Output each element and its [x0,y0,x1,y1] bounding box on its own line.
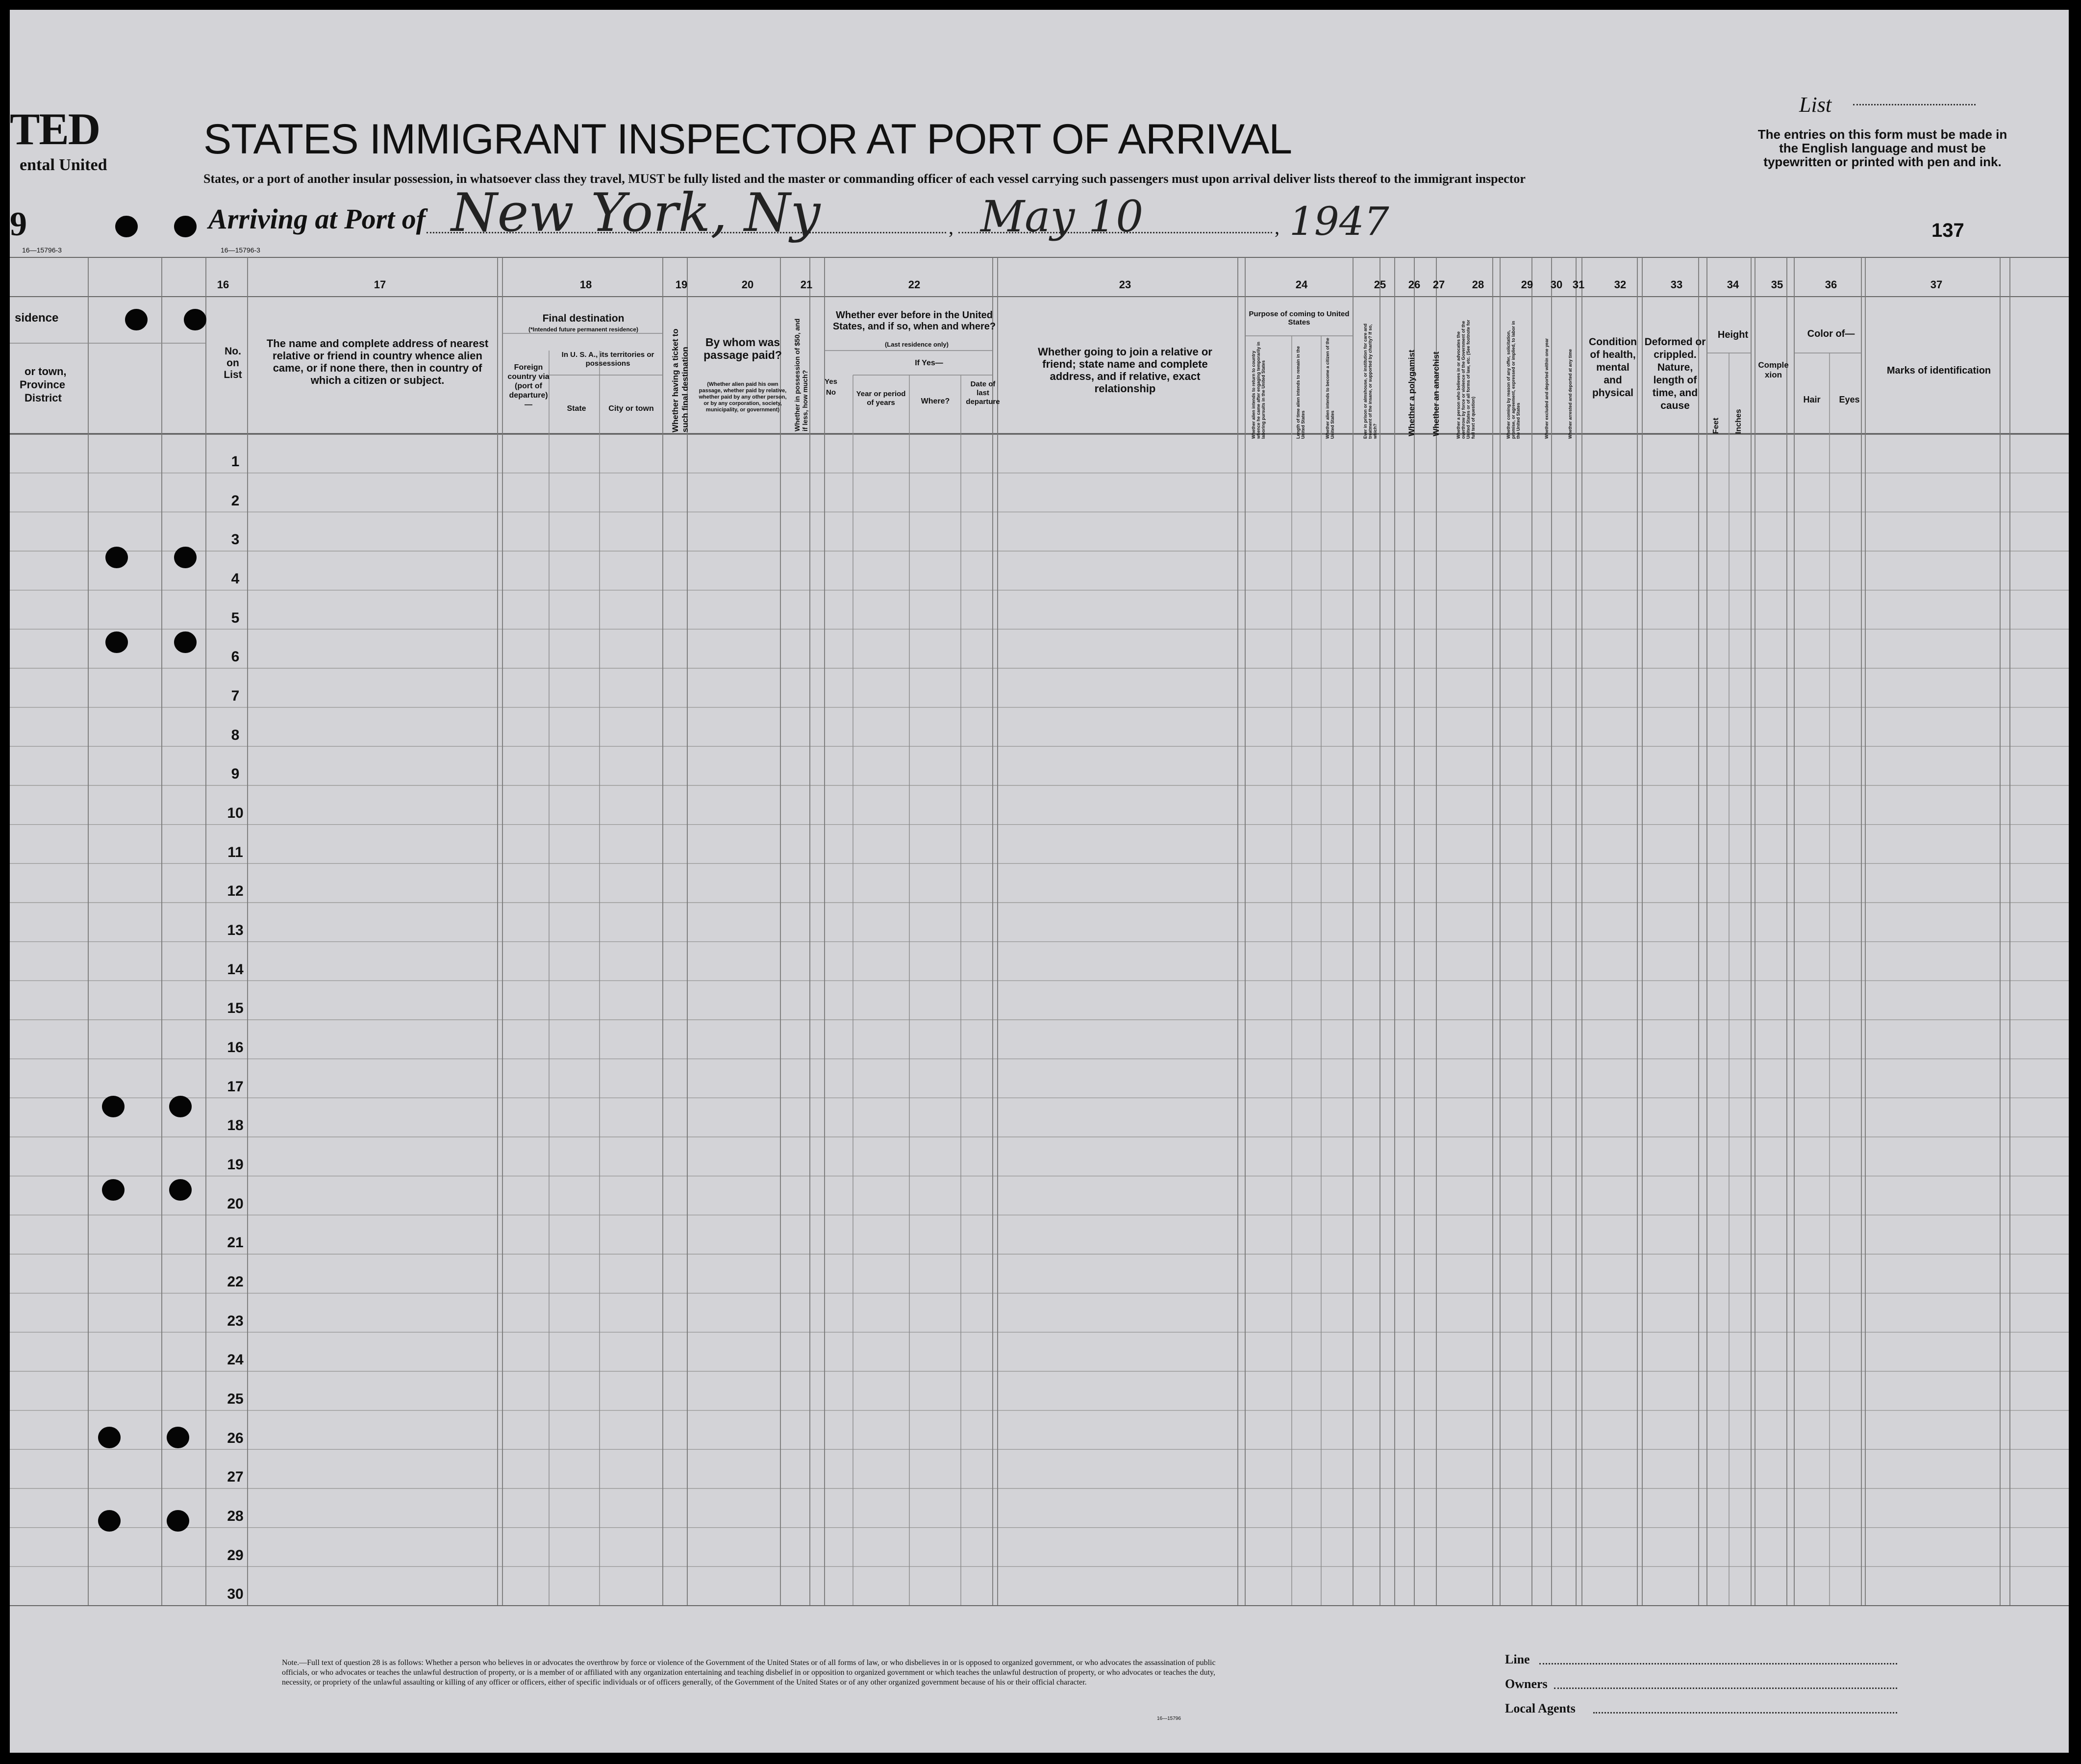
row-number: 13 [227,922,244,938]
list-label: List [1799,93,1832,117]
agents-label: Local Agents [1505,1701,1576,1715]
list-line [1853,104,1976,105]
colnum-23: 23 [1119,278,1131,291]
punch-hole [102,1096,125,1117]
header-deformed: Deformed or crippled. Nature, length of time, and cause [1644,336,1706,411]
province-label: Province [20,378,65,391]
row-number: 21 [227,1235,244,1251]
town-label: or town, [25,365,67,378]
header-last-residence: (Last residence only) [884,341,949,348]
punch-hole [174,216,197,237]
footer-note-code: 16—15796 [1157,1716,1181,1721]
header-purpose-return: Whether alien intends to return to country whence he came after engaging temporarily in laboring pursuits in the United States [1251,341,1266,439]
colnum-30: 30 [1550,278,1563,291]
colnum-37: 37 [1930,278,1943,291]
header-arrested: Whether arrested and deported at any time [1568,349,1573,439]
colnum-34: 34 [1727,278,1739,291]
row-number: 22 [227,1274,244,1290]
year-value: 1947 [1289,199,1389,244]
row-number: 6 [231,649,240,665]
colnum-20: 20 [741,278,754,291]
row-number: 9 [231,766,240,782]
arriving-label: Arriving at Port of [208,203,426,235]
header-nearest-relative: The name and complete address of nearest relative or friend in country whence alien came, or if none there, then in country of which a citizen or subject. [266,337,489,386]
residence-label: sidence [15,311,59,325]
footer-note-text: Note.—Full text of question 28 is as follows: Whether a person who believes in or advocates the overthrow by force or violence of the Government of the United States or of all forms of law, or who disbelieves in or is opposed to organized government, or who advocates the assassination of public officials, or who advocates or teaches the unlawful destruction of property, or is a member of or affiliated with any organization entertaining and teaching disbelief in or opposition to organized government or which teaches the unlawful destruction of property, or who advocates or teaches the duty, necessity, or propriety of the unlawful assaulting or killing of any officer or officers, either of specific individuals or of officers generally, of the Government of the United States or of any other organized government because of his or their official character. [282,1659,1216,1687]
colnum-22: 22 [908,278,921,291]
punch-hole [174,547,197,568]
row-number: 23 [227,1312,244,1329]
line-field [1539,1663,1897,1664]
header-purpose-length: Length of time alien intends to remain in the United States [1296,346,1305,439]
header-feet: Feet [1712,418,1720,434]
date-value: May 10 [980,191,1144,242]
colnum-19: 19 [675,278,688,291]
row-number: 15 [227,1000,244,1017]
header-prison: Ever in prison or almshouse, or institution for care and treatment of the insane, or supported by charity? If so, which? [1363,323,1378,439]
colnum-27: 27 [1432,278,1445,291]
owners-field [1554,1688,1897,1689]
punch-hole [169,1179,192,1201]
header-in-usa: In U. S. A., its territories or possessions [561,351,654,368]
colnum-35: 35 [1771,278,1783,291]
row-number: 4 [231,571,240,587]
district-label: District [25,392,62,404]
row-number: 17 [227,1078,244,1095]
header-complexion: Complexion [1758,360,1789,379]
row-number: 5 [231,609,240,626]
header-purpose-citizen: Whether alien intends to become a citizen of the United States [1325,337,1335,439]
punch-hole [125,309,148,330]
punch-hole [167,1510,189,1532]
footer-note [282,1658,1218,1688]
header-ever-before: Whether ever before in the United States, and if so, when and where? [832,310,996,332]
row-number: 14 [227,961,244,978]
header-anarchist: Whether an anarchist [1431,352,1441,436]
row-number: 29 [227,1547,244,1563]
header-marks: Marks of identification [1886,365,1991,376]
header-excluded: Whether excluded and deported within one year [1544,338,1549,439]
row-number: 2 [231,492,240,509]
punch-hole [167,1427,189,1448]
row-number: 3 [231,531,240,548]
row-number: 1 [231,454,240,470]
header-city: City or town [608,404,654,413]
header-no-on-list: No. on List [224,346,242,380]
agents-field [1593,1712,1897,1714]
page-title: STATES IMMIGRANT INSPECTOR AT PORT OF ARRIVAL [203,116,1292,163]
port-value: New York, Ny [451,182,821,244]
row-number: 25 [227,1391,244,1407]
line-label: Line [1505,1652,1530,1666]
header-final-destination-note: (*Intended future permanent residence) [528,326,639,333]
header-passage-paid: By whom was passage paid? [703,336,782,361]
year-comma: , [1275,216,1279,238]
header-passage-note: (Whether alien paid his own passage, whether paid by relative, whether paid by any other person, or by any corporation, society, municipality, or government) [699,381,787,413]
colnum-31: 31 [1572,278,1585,291]
punch-hole [105,631,128,653]
colnum-36: 36 [1825,278,1837,291]
header-foreign-country: Foreign country via (port of departure)— [507,363,550,409]
header-labor-offer: Whether coming by reason of any offer, solicitation, promise, or agreement, expressed or implied, to labor in the United States [1506,321,1521,439]
ruled-grid [10,10,2069,1753]
row-number: 8 [231,727,240,743]
header-ticket: Whether having a ticket to such final destination [671,328,690,432]
colnum-18: 18 [579,278,592,291]
colnum-21: 21 [800,278,813,291]
header-fifty-dollars: Whether in possession of $50, and if less, how much? [793,318,809,431]
header-health: Condition of health, mental and physical [1589,336,1637,399]
row-number: 28 [227,1508,244,1524]
colnum-25: 25 [1374,278,1386,291]
header-year-period: Year or period of years [856,390,906,407]
row-number: 16 [227,1039,244,1056]
header-hair: Hair [1803,395,1821,404]
punch-hole [169,1096,192,1117]
colnum-16: 16 [217,278,229,291]
row-number: 18 [227,1117,244,1134]
header-eyes: Eyes [1839,395,1860,404]
row-number: 19 [227,1157,244,1173]
header-state: State [567,404,586,413]
punch-hole [98,1510,121,1532]
row-number: 27 [227,1469,244,1486]
colnum-26: 26 [1408,278,1421,291]
row-number: 10 [227,805,244,821]
colnum-33: 33 [1670,278,1683,291]
date-comma: , [949,216,953,238]
punch-hole [98,1427,121,1448]
row-number: 20 [227,1195,244,1212]
row-number: 30 [227,1586,244,1603]
header-question-28: Whether a person who believes in or advocates the overthrow by force or violence of the Government of the United States or of all forms of law, etc. (See footnote for full text of question) [1456,320,1476,439]
punch-hole [174,631,197,653]
header-purpose: Purpose of coming to United States [1249,310,1350,327]
header-inches: Inches [1734,409,1743,434]
form-code: 16—15796-3 [221,246,260,254]
colnum-24: 24 [1295,278,1308,291]
row-number: 26 [227,1430,244,1446]
page-number: 137 [1931,220,1964,241]
form-instructions: The entries on this form must be made in the English language and must be typewritten or printed with pen and ink. [1757,127,2007,169]
left-sub-fragment: ental United [20,156,107,174]
row-number: 7 [231,688,240,704]
row-number: 11 [227,844,243,860]
header-if-yes: If Yes— [915,359,943,367]
colnum-17: 17 [374,278,386,291]
header-last-departure: Date of last departure [966,380,1000,406]
header-height: Height [1717,329,1749,340]
punch-hole [102,1179,125,1201]
header-where: Where? [921,397,950,405]
header-join-relative: Whether going to join a relative or friend; state name and complete address, and if relative, exact relationship [1038,346,1212,395]
left-digit-fragment: 9 [10,205,27,243]
colnum-32: 32 [1614,278,1627,291]
punch-hole [184,309,206,330]
header-yes: Yes [825,378,837,386]
manifest-sheet [10,10,2069,1753]
left-form-code: 16—15796-3 [22,246,62,254]
row-number: 12 [227,883,244,900]
page-subtitle: States, or a port of another insular possession, in whatsoever class they travel, MUST be fully listed and the master or commanding officer of each vessel carrying such passengers must upon arrival deliver lists thereof to the immigrant inspector [203,172,1526,186]
header-no: No [826,388,836,397]
punch-hole [105,547,128,568]
header-color-of: Color of— [1807,328,1855,339]
owners-label: Owners [1505,1677,1548,1691]
punch-hole [115,216,138,237]
left-title-fragment: TED [10,104,100,154]
header-final-destination: Final destination [542,313,625,324]
row-number: 24 [227,1352,244,1368]
colnum-28: 28 [1472,278,1484,291]
header-polygamist: Whether a polygamist [1407,350,1416,436]
colnum-29: 29 [1521,278,1533,291]
